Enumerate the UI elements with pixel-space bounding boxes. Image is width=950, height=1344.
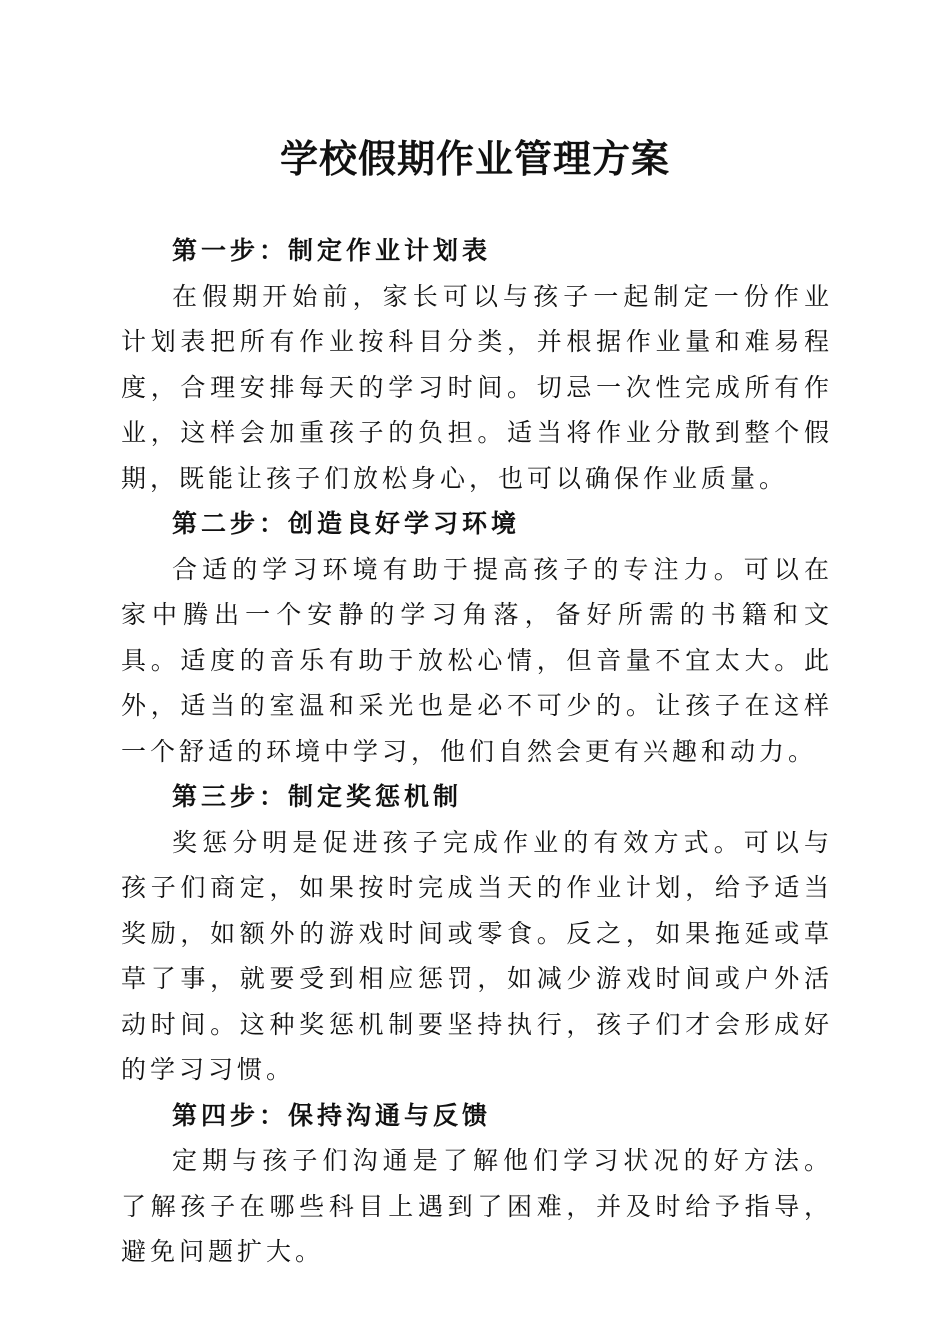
step-2-heading: 第二步：创造良好学习环境 (172, 509, 521, 538)
document-body (121, 228, 833, 1275)
step-2-paragraph: 合适的学习环境有助于提高孩子的专注力。可以在家中腾出一个安静的学习角落，备好所需的书籍和文具。适度的音乐有助于放松心情，但音量不宜太大。此外，适当的室温和采光也是必不可少的。让孩子在这样一个舒适的环境中学习，他们自然会更有兴趣和动力。 (121, 554, 833, 766)
step-3-paragraph: 奖惩分明是促进孩子完成作业的有效方式。可以与孩子们商定，如果按时完成当天的作业计划，给予适当奖励，如额外的游戏时间或零食。反之，如果拖延或草草了事，就要受到相应惩罚，如减少游戏时间或户外活动时间。这种奖惩机制要坚持执行，孩子们才会形成好的学习习惯。 (121, 827, 833, 1084)
step-3-heading: 第三步：制定奖惩机制 (172, 782, 463, 811)
step-1-paragraph: 在假期开始前，家长可以与孩子一起制定一份作业计划表把所有作业按科目分类，并根据作业量和难易程度，合理安排每天的学习时间。切忌一次性完成所有作业，这样会加重孩子的负担。适当将作业分散到整个假期，既能让孩子们放松身心，也可以确保作业质量。 (121, 281, 833, 493)
step-1-heading: 第一步：制定作业计划表 (172, 236, 492, 265)
document-title: 学校假期作业管理方案 (279, 136, 670, 181)
step-4-paragraph: 定期与孩子们沟通是了解他们学习状况的好方法。了解孩子在哪些科目上遇到了困难，并及时给予指导，避免问题扩大。 (121, 1146, 833, 1266)
step-4-heading: 第四步：保持沟通与反馈 (172, 1100, 492, 1130)
